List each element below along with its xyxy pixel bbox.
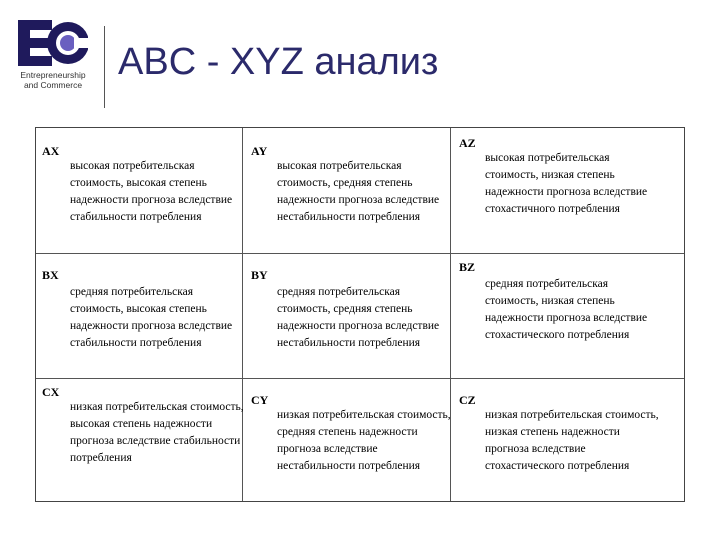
logo-line-2: and Commerce [23,80,83,90]
cell-az-text: высокая потребительская стоимость, низкая степень надежности прогноза вследствие стохастичного потребления [485,152,648,215]
cell-cy [243,379,450,501]
cell-bx-code: BX [42,268,59,282]
cell-ax-text: высокая потребительская стоимость, высокая степень надежности прогноза вследствие стабильности потребления [70,160,233,223]
cell-bz [451,254,684,378]
cell-by [243,254,450,378]
abc-xyz-matrix [35,127,685,502]
cell-bz-text: средняя потребительская стоимость, низкая степень надежности прогноза вследствие стохастического потребления [485,278,648,341]
cell-cz-text: низкая потребительская стоимость, низкая степень надежности прогноза вследствие стохастического потребления [485,409,659,472]
cell-ax-code: AX [42,144,60,158]
cell-cy-code: CY [251,393,269,407]
cell-bx [36,254,242,378]
page-title: ABC - XYZ анализ [118,41,439,83]
cell-ay [243,128,450,253]
cell-ax [36,128,242,253]
cell-cy-text: низкая потребительская стоимость, средняя степень надежности прогноза вследствие нестабильности потребления [277,409,451,472]
cell-cx-text: низкая потребительская стоимость, высокая степень надежности прогноза вследствие стабильности потребления [70,401,244,464]
cell-cx-code: CX [42,385,60,399]
cell-by-code: BY [251,268,268,282]
cell-az-code: AZ [459,136,476,150]
logo [10,20,96,92]
cell-bx-text: средняя потребительская стоимость, высокая степень надежности прогноза вследствие стабильности потребления [70,286,233,349]
cell-az [451,128,684,253]
cell-cz-code: CZ [459,393,476,407]
cell-by-text: средняя потребительская стоимость, средняя степень надежности прогноза вследствие нестабильности потребления [277,286,440,349]
cell-cx [36,379,242,501]
logo-line-1: Entrepreneurship [20,70,86,80]
logo-ec-icon [18,20,88,66]
cell-cz [451,379,684,501]
cell-ay-text: высокая потребительская стоимость, средняя степень надежности прогноза вследствие нестабильности потребления [277,160,440,223]
logo-text [10,70,96,90]
cell-bz-code: BZ [459,260,476,274]
cell-ay-code: AY [251,144,268,158]
header-divider [104,26,105,108]
